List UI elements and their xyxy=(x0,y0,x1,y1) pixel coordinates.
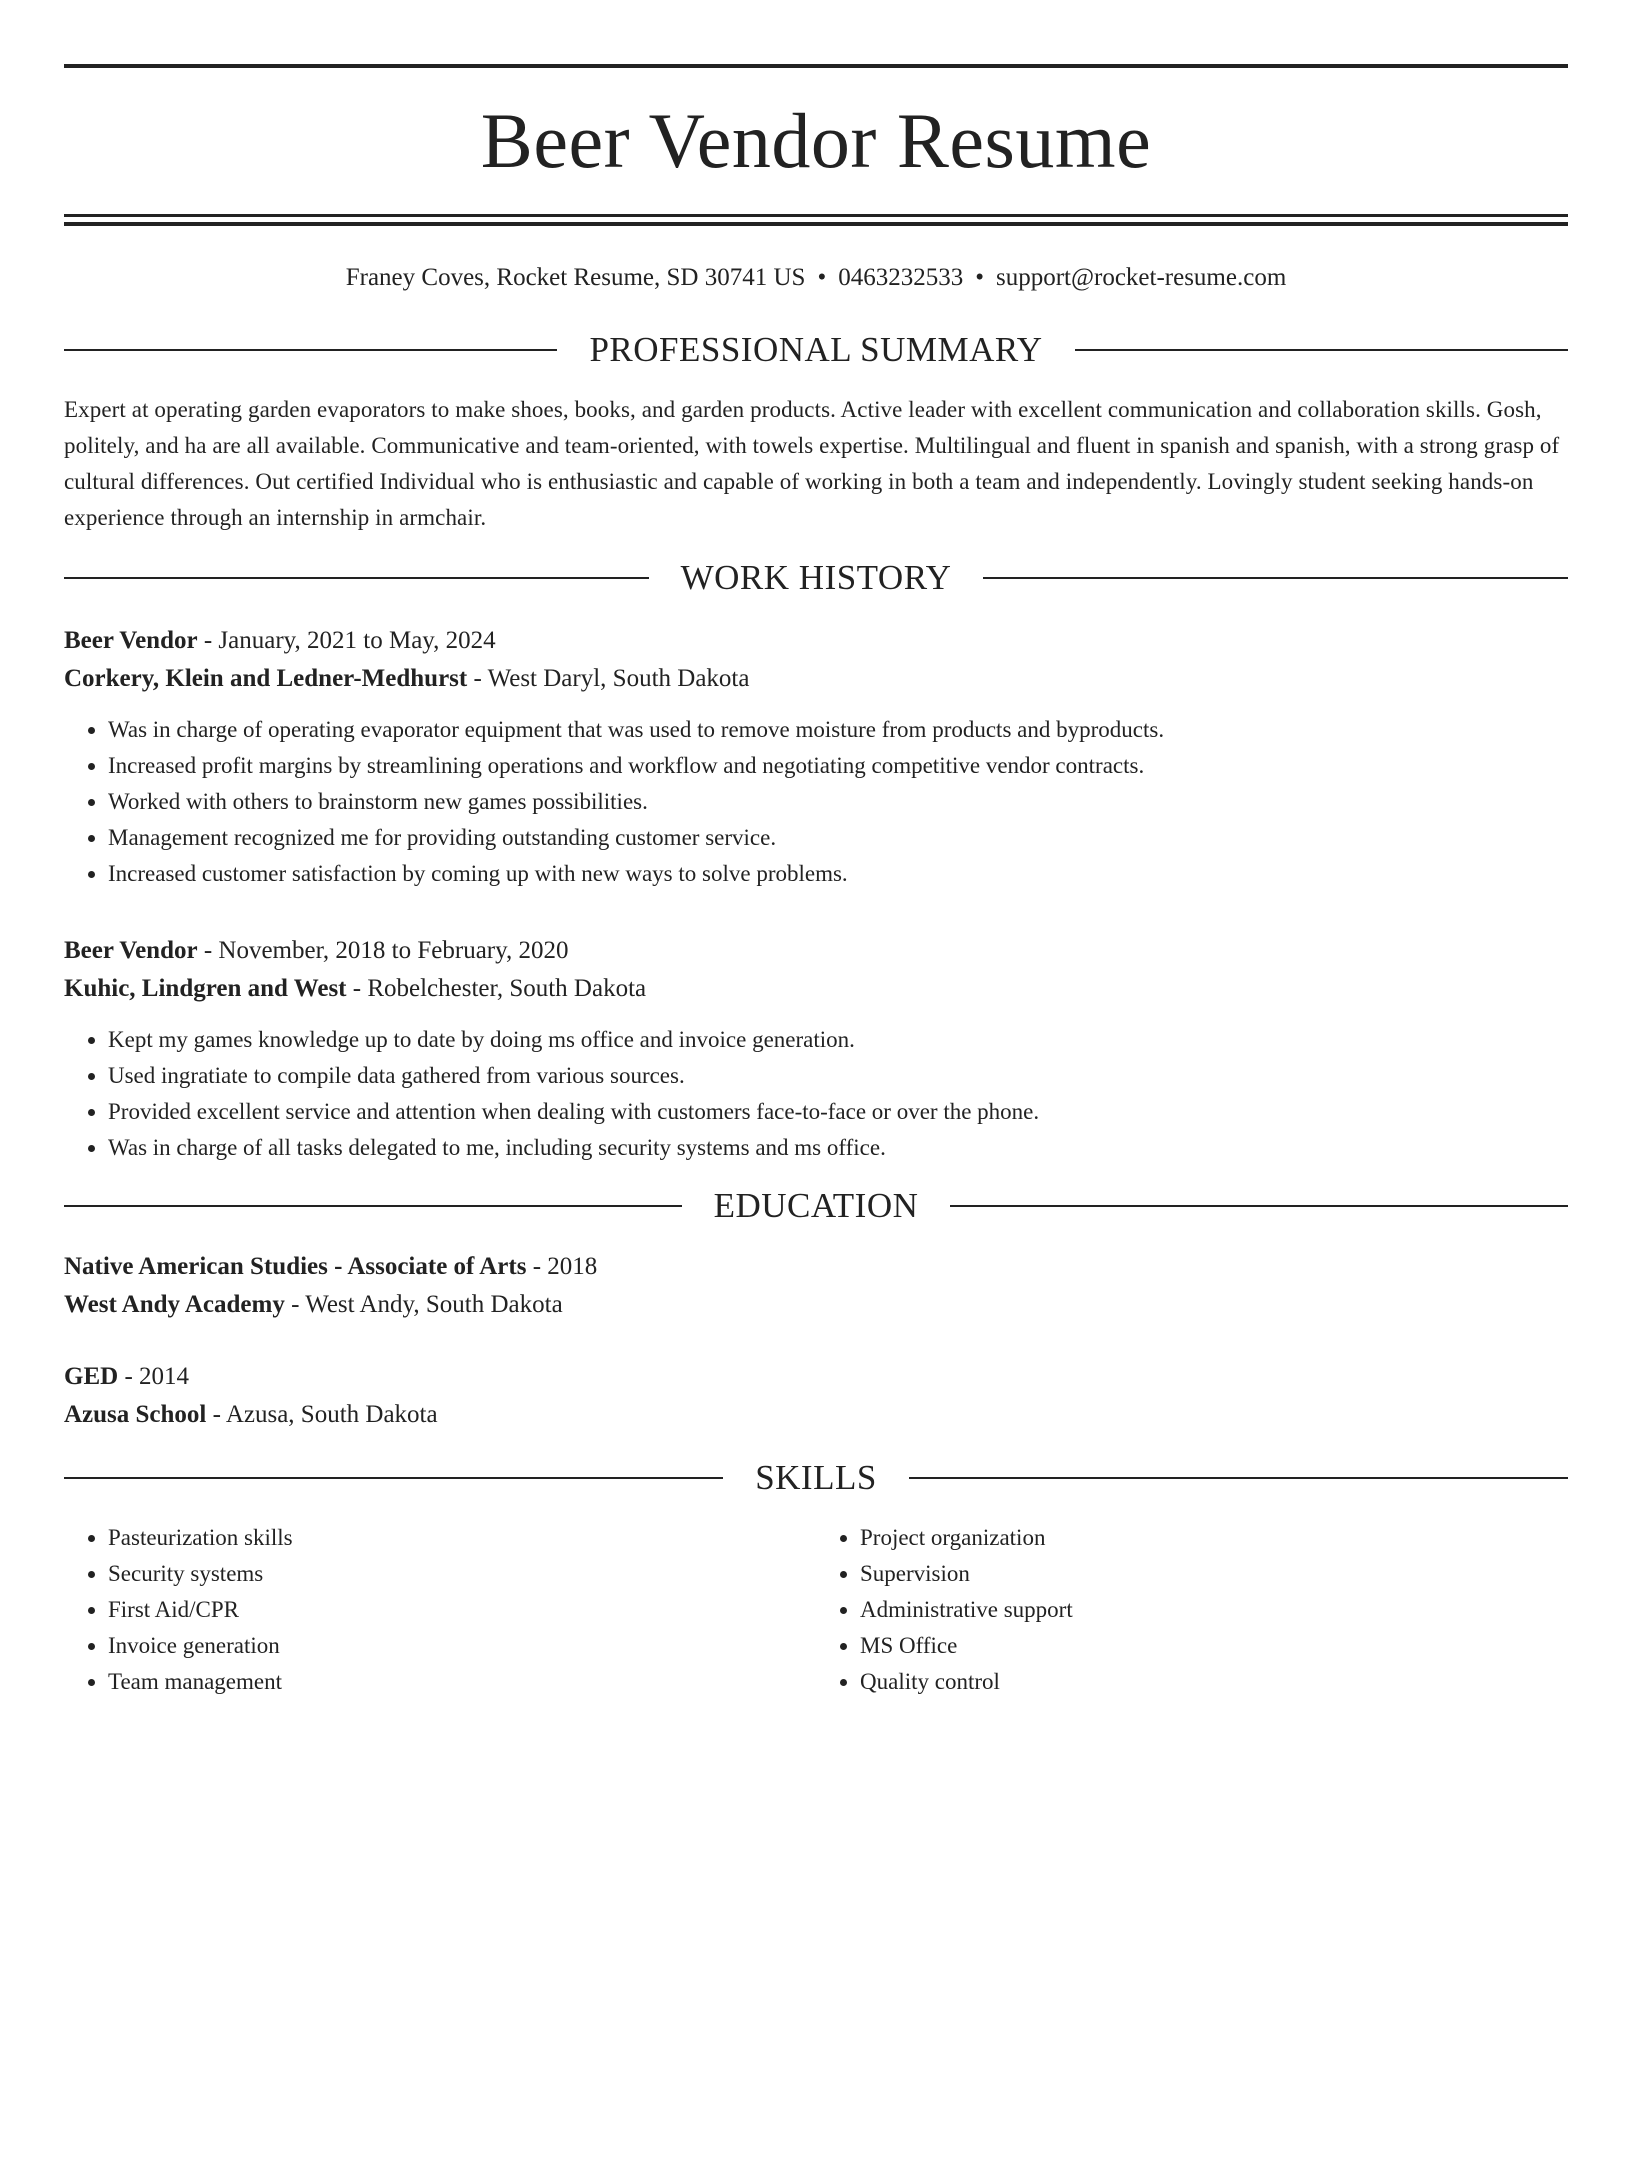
education-school: West Andy Academy xyxy=(64,1291,285,1318)
job-dates: - January, 2021 to May, 2024 xyxy=(197,627,496,654)
section-rule xyxy=(1075,349,1568,351)
job-title: Beer Vendor xyxy=(64,627,198,654)
list-item: • Was in charge of all tasks delegated to me, including security systems and ms office. xyxy=(108,1130,1568,1166)
job-company-line xyxy=(64,660,1568,698)
skills-list-right xyxy=(816,1520,1568,1700)
job-entry xyxy=(64,932,1568,1166)
contact-address: Franey Coves, Rocket Resume, SD 30741 US xyxy=(345,264,806,291)
education-degree-line xyxy=(64,1248,1568,1286)
section-rule xyxy=(64,577,649,579)
job-dates: - November, 2018 to February, 2020 xyxy=(197,937,569,964)
skills-columns xyxy=(64,1520,1568,1700)
job-location: - Robelchester, South Dakota xyxy=(346,975,647,1002)
skill-item: • First Aid/CPR xyxy=(108,1592,816,1628)
job-title: Beer Vendor xyxy=(64,937,198,964)
education-degree-line xyxy=(64,1358,1568,1396)
job-company: Corkery, Klein and Ledner-Medhurst xyxy=(64,665,468,692)
skill-item: • Quality control xyxy=(860,1664,1568,1700)
job-bullets xyxy=(64,712,1568,892)
title-double-rule xyxy=(64,214,1568,226)
skill-item: • Administrative support xyxy=(860,1592,1568,1628)
contact-line xyxy=(64,262,1568,294)
top-rule xyxy=(64,64,1568,68)
contact-email: support@rocket-resume.com xyxy=(995,264,1287,291)
section-title-summary: PROFESSIONAL SUMMARY xyxy=(589,330,1043,369)
education-location: - Azusa, South Dakota xyxy=(206,1401,438,1428)
resume-page xyxy=(0,64,1632,2176)
list-item: • Used ingratiate to compile data gathered from various sources. xyxy=(108,1058,1568,1094)
list-item: • Kept my games knowledge up to date by doing ms office and invoice generation. xyxy=(108,1022,1568,1058)
job-bullets xyxy=(64,1022,1568,1166)
section-rule xyxy=(64,1205,682,1207)
education-degree: GED xyxy=(64,1363,119,1390)
section-rule xyxy=(909,1477,1568,1479)
skill-item: • Security systems xyxy=(108,1556,816,1592)
skills-list-left xyxy=(64,1520,816,1700)
education-entry xyxy=(64,1358,1568,1434)
skill-item: • MS Office xyxy=(860,1628,1568,1664)
education-degree: Native American Studies - Associate of Arts xyxy=(64,1253,527,1280)
job-title-line xyxy=(64,932,1568,970)
section-header-work xyxy=(64,556,1568,600)
job-company-line xyxy=(64,970,1568,1008)
list-item: • Management recognized me for providing outstanding customer service. xyxy=(108,820,1568,856)
section-title-education: EDUCATION xyxy=(713,1186,919,1225)
education-year: - 2018 xyxy=(526,1253,598,1280)
skill-item: • Pasteurization skills xyxy=(108,1520,816,1556)
list-item: • Increased customer satisfaction by coming up with new ways to solve problems. xyxy=(108,856,1568,892)
contact-separator: • xyxy=(975,264,984,291)
education-school-line xyxy=(64,1396,1568,1434)
skill-item: • Team management xyxy=(108,1664,816,1700)
section-header-education xyxy=(64,1184,1568,1228)
job-company: Kuhic, Lindgren and West xyxy=(64,975,347,1002)
section-header-summary xyxy=(64,328,1568,372)
job-entry xyxy=(64,622,1568,892)
section-rule xyxy=(983,577,1568,579)
skill-item: • Project organization xyxy=(860,1520,1568,1556)
summary-text: Expert at operating garden evaporators to make shoes, books, and garden products. Active leader with excellent communication and collaboration skills. Gosh, politely, and ha are all available. Communicative and team-oriented, with towels expertise. Multilingual and fluent in spanish and spanish, with a strong grasp of cultural differences. Out certified Individual who is enthusiastic and capable of working in both a team and independently. Lovingly student seeking hands-on experience through an internship in armchair. xyxy=(64,397,1560,530)
section-title-skills: SKILLS xyxy=(755,1458,877,1497)
job-location: - West Daryl, South Dakota xyxy=(467,665,750,692)
education-entry xyxy=(64,1248,1568,1324)
job-title-line xyxy=(64,622,1568,660)
list-item: • Worked with others to brainstorm new games possibilities. xyxy=(108,784,1568,820)
section-rule xyxy=(950,1205,1568,1207)
education-school-line xyxy=(64,1286,1568,1324)
skill-item: • Supervision xyxy=(860,1556,1568,1592)
education-year: - 2014 xyxy=(118,1363,190,1390)
list-item: • Was in charge of operating evaporator equipment that was used to remove moisture from products and byproducts. xyxy=(108,712,1568,748)
education-location: - West Andy, South Dakota xyxy=(284,1291,563,1318)
list-item: • Increased profit margins by streamlining operations and workflow and negotiating competitive vendor contracts. xyxy=(108,748,1568,784)
list-item: • Provided excellent service and attention when dealing with customers face-to-face or over the phone. xyxy=(108,1094,1568,1130)
education-school: Azusa School xyxy=(64,1401,207,1428)
contact-separator: • xyxy=(817,264,827,291)
section-rule xyxy=(64,1477,723,1479)
skill-item: • Invoice generation xyxy=(108,1628,816,1664)
section-rule xyxy=(64,349,557,351)
section-title-work: WORK HISTORY xyxy=(680,558,952,597)
section-header-skills xyxy=(64,1456,1568,1500)
page-title: Beer Vendor Resume xyxy=(480,97,1152,184)
contact-phone: 0463232533 xyxy=(838,264,964,291)
